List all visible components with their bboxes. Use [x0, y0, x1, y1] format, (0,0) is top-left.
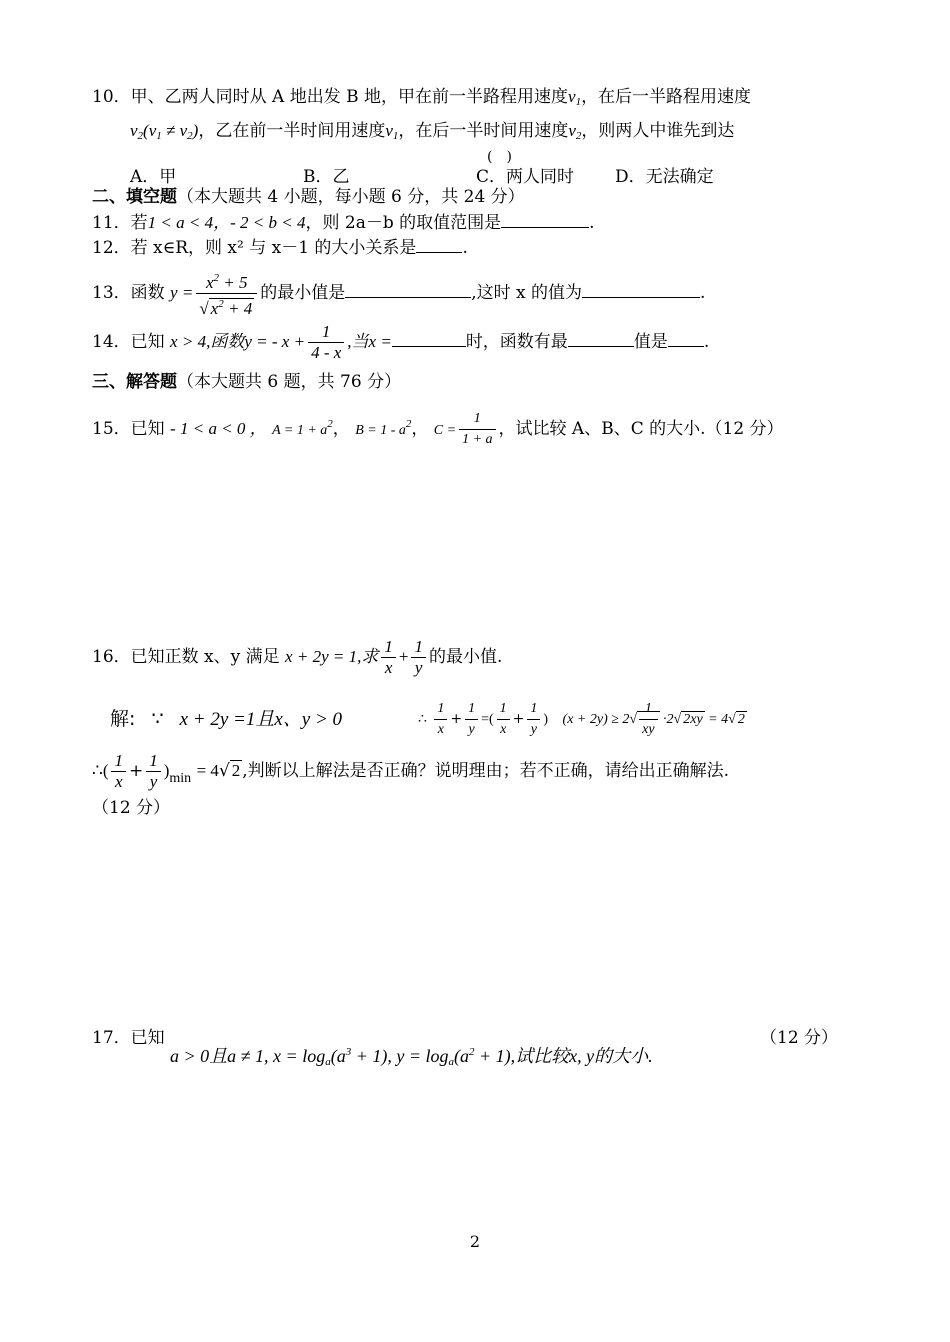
q11-end: .: [589, 213, 595, 233]
q16: 16．已知正数 x、y 满足 x + 2y = 1,求 $\frac{1}{x}$ + $\frac{1}{y}$ 的最小值.: [92, 637, 503, 677]
q15-a-def: $A = 1 + a^2$: [272, 418, 333, 438]
q13-x-blank[interactable]: [582, 281, 700, 298]
q14-when: ,当x =: [347, 332, 392, 351]
section2-heading: [92, 186, 525, 208]
deriv-frac-x: $\frac{1}{x}$: [434, 699, 447, 740]
q16-frac-y: $\frac{1}{y}$: [411, 637, 426, 678]
solution-condition: x + 2y =1且x、y > 0: [179, 709, 343, 730]
deriv-frac-y2: $\frac{1}{y}$: [527, 699, 540, 740]
deriv-ineq: (x + 2y) ≥ 2√ $\frac{1}{xy}$ ·2√ 2xy = 4√ 2: [563, 712, 747, 727]
q16-tail: 的最小值.: [428, 647, 503, 667]
q15-condition: - 1 < a < 0 ，: [170, 419, 267, 438]
q14-text2: 值是: [633, 332, 668, 352]
section3-heading: [92, 371, 401, 393]
q16-frac-x: $\frac{1}{x}$: [381, 637, 396, 678]
q13-pre: 13．函数: [92, 283, 165, 303]
deriv-frac-y: $\frac{1}{y}$: [465, 699, 478, 740]
concl-frac-y: $\frac{1}{y}$: [146, 751, 161, 792]
q10-text-end: ，则两人中谁先到达: [581, 121, 735, 141]
q10-line2: [130, 120, 734, 147]
q13-fraction: $\frac{x^2 + 5}{√ x^2 + 4}$: [196, 268, 257, 319]
q14-type-blank[interactable]: [568, 330, 634, 347]
q13-text2: ,这时 x 的值为: [471, 283, 583, 303]
section3-note: （本大题共 6 题，共 76 分）: [177, 372, 402, 392]
q10-option-a: A．甲: [130, 167, 177, 187]
q11: [92, 211, 595, 234]
therefore-symbol: ∴: [418, 711, 427, 727]
q11-answer-blank[interactable]: [501, 211, 589, 228]
q15: 15．已知 - 1 < a < 0 ， $A = 1 + a^2$， $B = 1 - a^2$， C = $\frac{1}{1 + a}$ ，试比较 A、B、C 的大小.（12 分）: [92, 402, 784, 453]
q10-text-mid: ，乙在前一半时间用速度: [198, 121, 386, 141]
q16-condition: x + 2y = 1,求: [285, 647, 379, 666]
q16-solution-derivation: ∴ $\frac{1}{x}$ + $\frac{1}{y}$ =( $\frac{1}{x}$ + $\frac{1}{y}$ ) (x + 2y) ≥ 2√ $\frac{1}{xy}$ ·2√ 2xy = 4√ 2: [418, 696, 747, 743]
q10-text-mid2: ，在后一半时间用速度: [398, 121, 569, 141]
q11-pre: 11．若: [92, 213, 148, 233]
q16-pre: 16．已知正数 x、y 满足: [92, 647, 280, 667]
q14-value-blank[interactable]: [668, 330, 704, 347]
concl-frac-x: $\frac{1}{x}$: [111, 751, 126, 792]
q14-end: .: [703, 332, 710, 352]
q12-answer-blank[interactable]: [416, 236, 462, 253]
q14-x-blank[interactable]: [392, 330, 466, 347]
q17-score: （12 分）: [760, 1028, 839, 1048]
q10-option-c: C．两人同时: [476, 167, 575, 187]
q13: [92, 268, 705, 319]
section3-title: 三、解答题: [92, 372, 177, 392]
q14: [92, 320, 709, 364]
q15-c-fraction: $\frac{1}{1 + a}$: [459, 409, 495, 450]
q10-option-b: B．乙: [303, 167, 350, 187]
v1-symbol-2: $v_1$: [385, 121, 399, 142]
q14-fraction: $\frac{1}{4 - x}$: [308, 322, 344, 363]
q16-solution-line: [110, 696, 342, 743]
q10-line1: [92, 86, 751, 113]
v1-symbol: $v_1$: [568, 87, 582, 108]
q13-min-blank[interactable]: [345, 281, 471, 298]
section2-note: （本大题共 4 小题，每小题 6 分，共 24 分）: [177, 187, 525, 207]
q10-option-d: D．无法确定: [615, 167, 714, 187]
q13-end: .: [700, 283, 706, 303]
q17-math: a > 0且a ≠ 1, $x = \log_a(a^3 + 1)$, $y = \log_a(a^2 + 1)$,: [170, 1046, 516, 1068]
q15-c-def: C =: [433, 423, 457, 438]
q16-conclusion: ∴( $\frac{1}{x}$ + $\frac{1}{y}$ )$_{min} = 4√$ 2 ,判断以上解法是否正确？说明理由；若不正确，请给出正确解法.: [92, 751, 730, 791]
q13-text: 的最小值是: [260, 283, 346, 303]
q16-score: （12 分）: [92, 798, 171, 818]
q14-text: 时，函数有最: [465, 332, 568, 352]
q17-condition: [170, 1041, 653, 1073]
v2-condition: $v_2(v_1 \ne v_2)$: [130, 121, 199, 142]
q17-pre: 17．已知: [92, 1028, 165, 1048]
v2-symbol: $v_2$: [568, 121, 582, 142]
q15-pre: 15．已知: [92, 419, 165, 439]
q10-text-tail: ，在后一半路程用速度: [581, 87, 752, 107]
q10-text: 10．甲、乙两人同时从 A 地出发 B 地，甲在前一半路程用速度: [92, 87, 569, 107]
q11-text: ，则 2a－b 的取值范围是: [305, 213, 502, 233]
q12-end: .: [462, 238, 468, 258]
q11-condition: 1 < a < 4，- 2 < b < 4: [147, 213, 306, 232]
q12-text: 12．若 x∈R，则 x² 与 x－1 的大小关系是: [92, 238, 417, 258]
q13-function: y =: [170, 283, 194, 302]
q15-b-def: $B = 1 - a^2$: [355, 418, 412, 438]
q16-judge: ,判断以上解法是否正确？说明理由；若不正确，请给出正确解法.: [242, 761, 730, 781]
deriv-frac-x2: $\frac{1}{x}$: [497, 699, 510, 740]
q14-pre: 14．已知: [92, 332, 165, 352]
q14-condition: x > 4,函数y = - x +: [170, 332, 306, 351]
q10-answer-paren: ( ): [487, 149, 512, 165]
q12: [92, 236, 468, 259]
section2-title: 二、填空题: [92, 187, 177, 207]
q17-tail: 试比较x, y的大小.: [515, 1046, 653, 1066]
solution-label: 解:: [110, 708, 136, 730]
because-symbol: ∵: [151, 708, 164, 730]
page-number: 2: [469, 1232, 481, 1251]
q15-tail: ，试比较 A、B、C 的大小.（12 分）: [498, 419, 784, 439]
